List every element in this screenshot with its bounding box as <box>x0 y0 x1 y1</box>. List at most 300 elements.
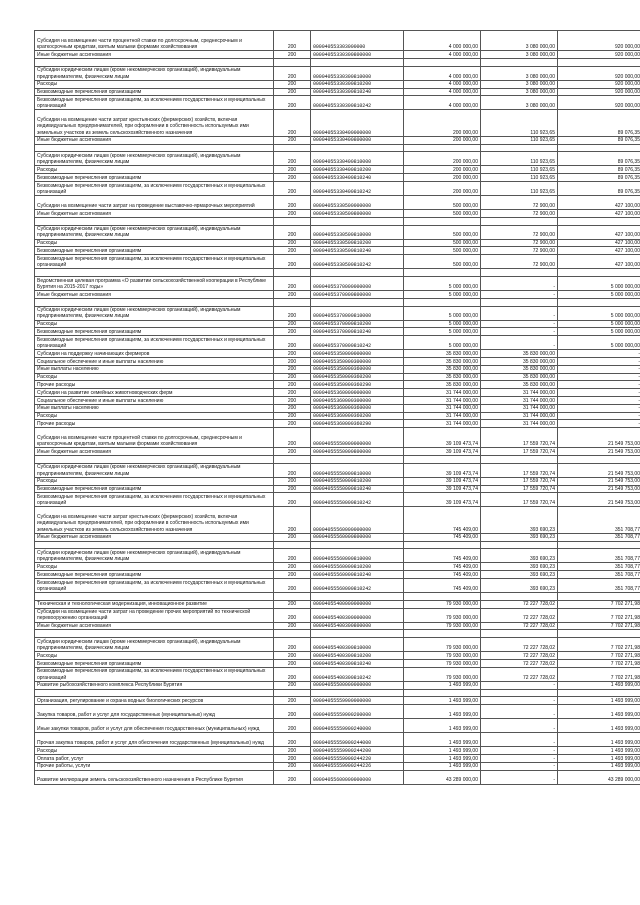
row-name: Субсидии на возмещение части затрат на проведение выставочно-ярмарочных мероприятий <box>35 195 274 209</box>
table-row <box>35 166 640 174</box>
table-row <box>35 541 640 549</box>
row-line-code: 200 <box>274 51 311 59</box>
table-row <box>35 571 640 579</box>
row-assigned-amount: 745 409,00 <box>404 571 481 579</box>
row-budget-code: 00004055350000360000 <box>311 365 404 373</box>
row-name: Субсидии на возмещение части затрат крестьянских (фермерских) хозяйств, включая индивидуальных предпринимателей, при оформлении в собственность используемых ими земельных участков из земель сельскохозяйственного назначения <box>35 110 274 136</box>
table-row <box>35 209 640 217</box>
row-budget-code <box>311 689 404 697</box>
row-assigned-amount: 43 289 000,00 <box>404 770 481 784</box>
row-assigned-amount: 200 000,00 <box>404 174 481 182</box>
row-assigned-amount: 745 409,00 <box>404 507 481 533</box>
row-budget-code: 00004055330500800000 <box>311 209 404 217</box>
row-line-code: 200 <box>274 306 311 320</box>
row-budget-code: 00004055500000000000 <box>311 681 404 689</box>
row-budget-code: 00004055370000810200 <box>311 320 404 328</box>
row-name: Расходы <box>35 239 274 247</box>
row-name: Субсидии юридическим лицам (кроме некоммерческих организаций), индивидуальным предпринимателям, физическим лицам <box>35 549 274 563</box>
row-unexecuted-amount: 21 549 753,00 <box>558 448 640 456</box>
table-row <box>35 579 640 593</box>
row-unexecuted-amount: 21 549 753,00 <box>558 493 640 507</box>
row-executed-amount: 17 559 720,74 <box>481 485 558 493</box>
row-executed-amount: 110 923,65 <box>481 110 558 136</box>
table-row <box>35 630 640 638</box>
row-unexecuted-amount: 920 000,00 <box>558 31 640 51</box>
table-row <box>35 396 640 404</box>
row-assigned-amount <box>404 58 481 66</box>
row-budget-code: 00004055370000000000 <box>311 276 404 290</box>
table-row <box>35 247 640 255</box>
row-name: Развитие мелиорации земель сельскохозяйственного назначения в Республике Бурятия <box>35 770 274 784</box>
row-assigned-amount <box>404 630 481 638</box>
row-executed-amount: 72 227 728,02 <box>481 638 558 652</box>
row-executed-amount: 3 080 000,00 <box>481 31 558 51</box>
row-budget-code <box>311 593 404 601</box>
row-line-code: 200 <box>274 174 311 182</box>
row-name: Расходы <box>35 563 274 571</box>
row-budget-code: 00004055330500810000 <box>311 225 404 239</box>
row-assigned-amount: 5 000 000,00 <box>404 306 481 320</box>
row-name: Развитие рыбохозяйственного комплекса Республики Бурятия <box>35 681 274 689</box>
table-row <box>35 152 640 166</box>
row-executed-amount: - <box>481 755 558 763</box>
row-budget-code: 00004055330400810200 <box>311 166 404 174</box>
row-unexecuted-amount: - <box>558 365 640 373</box>
row-budget-code: 000040553303000000 <box>311 31 404 51</box>
row-unexecuted-amount: 7 702 271,98 <box>558 608 640 622</box>
table-row <box>35 477 640 485</box>
row-executed-amount: - <box>481 770 558 784</box>
row-line-code: 200 <box>274 485 311 493</box>
row-unexecuted-amount: 89 076,35 <box>558 136 640 144</box>
row-unexecuted-amount: 5 000 000,00 <box>558 336 640 350</box>
row-executed-amount: 3 080 000,00 <box>481 51 558 59</box>
table-row <box>35 660 640 668</box>
row-unexecuted-amount: 1 493 999,00 <box>558 705 640 719</box>
row-line-code: 200 <box>274 328 311 336</box>
row-budget-code: 00004055330400000000 <box>311 110 404 136</box>
table-row <box>35 336 640 350</box>
row-unexecuted-amount: 7 702 271,98 <box>558 652 640 660</box>
row-executed-amount: 17 559 720,74 <box>481 463 558 477</box>
row-executed-amount: 31 744 000,00 <box>481 396 558 404</box>
row-assigned-amount: 39 109 473,74 <box>404 477 481 485</box>
row-executed-amount: 110 923,65 <box>481 181 558 195</box>
table-row <box>35 463 640 477</box>
row-name: Субсидия на возмещение части процентной ставки по долгосрочным, среднесрочным и краткосрочным кредитам, взятым малыми формами хозяйствования <box>35 31 274 51</box>
row-executed-amount: - <box>481 762 558 770</box>
row-assigned-amount <box>404 456 481 464</box>
table-row <box>35 181 640 195</box>
row-assigned-amount: 745 409,00 <box>404 549 481 563</box>
row-assigned-amount: 39 109 473,74 <box>404 493 481 507</box>
table-row <box>35 563 640 571</box>
row-executed-amount: 72 900,00 <box>481 247 558 255</box>
table-row <box>35 747 640 755</box>
table-row <box>35 428 640 448</box>
row-name <box>35 58 274 66</box>
row-line-code: 200 <box>274 412 311 420</box>
table-row <box>35 66 640 80</box>
row-line-code <box>274 298 311 306</box>
row-unexecuted-amount: 1 493 999,00 <box>558 733 640 747</box>
row-line-code: 200 <box>274 365 311 373</box>
row-assigned-amount: 31 744 000,00 <box>404 412 481 420</box>
row-assigned-amount: 35 830 000,00 <box>404 350 481 358</box>
row-executed-amount: - <box>481 747 558 755</box>
table-row <box>35 357 640 365</box>
row-unexecuted-amount: 351 708,77 <box>558 563 640 571</box>
row-budget-code <box>311 298 404 306</box>
row-executed-amount: 72 900,00 <box>481 225 558 239</box>
row-budget-code: 00004055330400800000 <box>311 136 404 144</box>
row-assigned-amount <box>404 541 481 549</box>
row-name: Иные бюджетные ассигнования <box>35 136 274 144</box>
row-unexecuted-amount: 5 000 000,00 <box>558 306 640 320</box>
row-unexecuted-amount: 427 100,00 <box>558 195 640 209</box>
row-budget-code: 00004055550000810000 <box>311 463 404 477</box>
row-executed-amount: 35 830 000,00 <box>481 365 558 373</box>
row-executed-amount: 72 900,00 <box>481 255 558 269</box>
table-row <box>35 174 640 182</box>
table-row <box>35 507 640 533</box>
row-executed-amount: 17 559 720,74 <box>481 477 558 485</box>
row-executed-amount <box>481 593 558 601</box>
row-line-code: 200 <box>274 389 311 397</box>
row-budget-code: 00004055550000810240 <box>311 485 404 493</box>
row-budget-code: 00004055400000000000 <box>311 600 404 608</box>
row-line-code: 200 <box>274 507 311 533</box>
row-unexecuted-amount: 351 708,77 <box>558 507 640 533</box>
row-assigned-amount: 500 000,00 <box>404 225 481 239</box>
row-line-code: 200 <box>274 420 311 428</box>
row-assigned-amount: 4 000 000,00 <box>404 80 481 88</box>
row-assigned-amount: 35 830 000,00 <box>404 365 481 373</box>
row-assigned-amount <box>404 269 481 277</box>
row-budget-code <box>311 541 404 549</box>
row-assigned-amount: 79 930 000,00 <box>404 622 481 630</box>
row-assigned-amount: 745 409,00 <box>404 579 481 593</box>
row-budget-code: 00004055350000360290 <box>311 381 404 389</box>
row-name: Расходы <box>35 747 274 755</box>
row-executed-amount: 393 690,23 <box>481 507 558 533</box>
row-line-code: 200 <box>274 320 311 328</box>
row-executed-amount: 72 227 728,02 <box>481 667 558 681</box>
row-name: Безвозмездные перечисления организациям, за исключением государственных и муниципальных организаций <box>35 181 274 195</box>
row-name: Субсидии юридическим лицам (кроме некоммерческих организаций), индивидуальным предпринимателям, физическим лицам <box>35 225 274 239</box>
row-unexecuted-amount: 920 000,00 <box>558 51 640 59</box>
row-executed-amount: 393 690,23 <box>481 549 558 563</box>
table-row <box>35 381 640 389</box>
row-unexecuted-amount: 351 708,77 <box>558 579 640 593</box>
row-assigned-amount: 1 493 999,00 <box>404 733 481 747</box>
row-line-code: 200 <box>274 80 311 88</box>
row-assigned-amount: 79 930 000,00 <box>404 638 481 652</box>
row-line-code: 200 <box>274 110 311 136</box>
row-budget-code: 00004055550000000000 <box>311 428 404 448</box>
row-budget-code: 00004055330500000000 <box>311 195 404 209</box>
row-unexecuted-amount: 7 702 271,98 <box>558 660 640 668</box>
row-budget-code: 00004055400300810000 <box>311 638 404 652</box>
row-budget-code: 00004055330500810240 <box>311 247 404 255</box>
row-executed-amount: 3 080 000,00 <box>481 96 558 110</box>
table-row <box>35 58 640 66</box>
row-name: Безвозмездные перечисления организациям <box>35 88 274 96</box>
row-budget-code: 00004055360000360290 <box>311 420 404 428</box>
row-budget-code: 00004055559900200000 <box>311 705 404 719</box>
row-assigned-amount: 35 830 000,00 <box>404 357 481 365</box>
row-name: Субсидии на развитие семейных животноводческих ферм <box>35 389 274 397</box>
row-budget-code <box>311 456 404 464</box>
row-budget-code: 00004055360000360200 <box>311 412 404 420</box>
row-budget-code: 00004055350000300000 <box>311 357 404 365</box>
row-line-code <box>274 593 311 601</box>
row-unexecuted-amount: 1 493 999,00 <box>558 762 640 770</box>
table-row <box>35 306 640 320</box>
row-budget-code: 00004055550000810200 <box>311 477 404 485</box>
row-name <box>35 217 274 225</box>
row-executed-amount: 35 830 000,00 <box>481 350 558 358</box>
row-executed-amount: 393 690,23 <box>481 579 558 593</box>
table-row <box>35 485 640 493</box>
row-executed-amount: - <box>481 681 558 689</box>
table-row <box>35 51 640 59</box>
row-assigned-amount: 1 493 999,00 <box>404 697 481 705</box>
report-page <box>34 30 640 785</box>
row-unexecuted-amount: 89 076,35 <box>558 152 640 166</box>
row-assigned-amount: 39 109 473,74 <box>404 485 481 493</box>
row-name: Иные бюджетные ассигнования <box>35 448 274 456</box>
row-executed-amount: 17 559 720,74 <box>481 493 558 507</box>
row-unexecuted-amount: 21 549 753,00 <box>558 485 640 493</box>
row-executed-amount: - <box>481 697 558 705</box>
row-assigned-amount: 79 930 000,00 <box>404 667 481 681</box>
row-executed-amount: 72 227 728,02 <box>481 608 558 622</box>
row-line-code: 200 <box>274 88 311 96</box>
table-row <box>35 733 640 747</box>
row-line-code: 200 <box>274 622 311 630</box>
row-executed-amount: 35 830 000,00 <box>481 357 558 365</box>
row-line-code: 200 <box>274 681 311 689</box>
row-unexecuted-amount: 5 000 000,00 <box>558 320 640 328</box>
row-name: Иные бюджетные ассигнования <box>35 290 274 298</box>
table-row <box>35 593 640 601</box>
row-budget-code: 00004055330500810242 <box>311 255 404 269</box>
table-row <box>35 608 640 622</box>
row-line-code <box>274 217 311 225</box>
row-budget-code: 00004055330300810240 <box>311 88 404 96</box>
table-row <box>35 276 640 290</box>
row-unexecuted-amount: 1 493 999,00 <box>558 681 640 689</box>
row-budget-code: 00004055360000000000 <box>311 389 404 397</box>
table-row <box>35 638 640 652</box>
row-unexecuted-amount: 1 493 999,00 <box>558 697 640 705</box>
table-row <box>35 350 640 358</box>
row-line-code: 200 <box>274 290 311 298</box>
row-name <box>35 593 274 601</box>
row-unexecuted-amount: 920 000,00 <box>558 80 640 88</box>
row-line-code: 200 <box>274 600 311 608</box>
row-name: Безвозмездные перечисления организациям, за исключением государственных и муниципальных организаций <box>35 96 274 110</box>
row-name: Безвозмездные перечисления организациям <box>35 328 274 336</box>
row-unexecuted-amount: 21 549 753,00 <box>558 463 640 477</box>
row-unexecuted-amount <box>558 456 640 464</box>
row-line-code: 200 <box>274 96 311 110</box>
row-unexecuted-amount: 427 100,00 <box>558 255 640 269</box>
row-line-code: 200 <box>274 136 311 144</box>
row-executed-amount: 393 690,23 <box>481 571 558 579</box>
row-executed-amount: 31 744 000,00 <box>481 412 558 420</box>
row-unexecuted-amount <box>558 593 640 601</box>
row-line-code: 200 <box>274 428 311 448</box>
row-assigned-amount: 500 000,00 <box>404 255 481 269</box>
row-name: Безвозмездные перечисления организациям <box>35 485 274 493</box>
table-row <box>35 225 640 239</box>
row-executed-amount: 35 830 000,00 <box>481 381 558 389</box>
row-name: Субсидии юридическим лицам (кроме некоммерческих организаций), индивидуальным предпринимателям, физическим лицам <box>35 638 274 652</box>
row-name: Иные бюджетные ассигнования <box>35 51 274 59</box>
row-line-code: 200 <box>274 755 311 763</box>
table-row <box>35 549 640 563</box>
row-line-code: 200 <box>274 533 311 541</box>
row-unexecuted-amount <box>558 541 640 549</box>
row-name: Иные выплаты населению <box>35 404 274 412</box>
table-row <box>35 255 640 269</box>
table-row <box>35 31 640 51</box>
row-executed-amount: 110 923,65 <box>481 174 558 182</box>
table-row <box>35 493 640 507</box>
table-row <box>35 533 640 541</box>
row-executed-amount: 72 900,00 <box>481 239 558 247</box>
row-line-code: 200 <box>274 608 311 622</box>
row-line-code: 200 <box>274 579 311 593</box>
table-row <box>35 365 640 373</box>
row-name: Социальное обеспечение и иные выплаты населению <box>35 396 274 404</box>
row-name: Субсидии на поддержку начинающих фермеров <box>35 350 274 358</box>
row-unexecuted-amount: 427 100,00 <box>558 225 640 239</box>
row-assigned-amount: 79 930 000,00 <box>404 608 481 622</box>
row-executed-amount: 31 744 000,00 <box>481 404 558 412</box>
row-budget-code: 00004055350000360200 <box>311 373 404 381</box>
table-body <box>35 31 640 785</box>
row-name: Закупка товаров, работ и услуг для государственных (муниципальных) нужд <box>35 705 274 719</box>
row-executed-amount: - <box>481 290 558 298</box>
row-name: Безвозмездные перечисления организациям, за исключением государственных и муниципальных организаций <box>35 336 274 350</box>
row-line-code: 200 <box>274 571 311 579</box>
row-name: Субсидии на возмещение части затрат на проведение прочих мероприятий по технической перевооружению организаций <box>35 608 274 622</box>
row-name: Ведомственная целевая программа «О развитии сельскохозяйственной кооперации в Республике Бурятия на 2015-2017 годы» <box>35 276 274 290</box>
row-budget-code: 00004055550000810242 <box>311 493 404 507</box>
row-unexecuted-amount: 351 708,77 <box>558 571 640 579</box>
row-budget-code <box>311 269 404 277</box>
row-assigned-amount: 4 000 000,00 <box>404 66 481 80</box>
row-assigned-amount: 200 000,00 <box>404 136 481 144</box>
row-budget-code: 00004055600000000000 <box>311 770 404 784</box>
row-line-code: 200 <box>274 448 311 456</box>
row-unexecuted-amount: 7 702 271,98 <box>558 600 640 608</box>
table-row <box>35 404 640 412</box>
row-budget-code: 00004055370000810242 <box>311 336 404 350</box>
row-name <box>35 630 274 638</box>
row-name: Субсидии юридическим лицам (кроме некоммерческих организаций), индивидуальным предпринимателям, физическим лицам <box>35 152 274 166</box>
row-assigned-amount: 35 830 000,00 <box>404 381 481 389</box>
row-assigned-amount: 1 493 999,00 <box>404 762 481 770</box>
row-name: Прочая закупка товаров, работ и услуг для обеспечения государственных (муниципальных) нужд <box>35 733 274 747</box>
table-row <box>35 667 640 681</box>
row-unexecuted-amount: 89 076,35 <box>558 174 640 182</box>
row-executed-amount: - <box>481 306 558 320</box>
row-assigned-amount: 5 000 000,00 <box>404 276 481 290</box>
row-name: Организация, регулирование и охрана водных биологических ресурсов <box>35 697 274 705</box>
row-line-code: 200 <box>274 350 311 358</box>
row-budget-code: 00004055370000800000 <box>311 290 404 298</box>
row-line-code: 200 <box>274 357 311 365</box>
table-row <box>35 88 640 96</box>
row-executed-amount <box>481 58 558 66</box>
table-row <box>35 96 640 110</box>
row-unexecuted-amount: - <box>558 396 640 404</box>
table-row <box>35 217 640 225</box>
row-unexecuted-amount: 7 702 271,98 <box>558 622 640 630</box>
row-line-code: 200 <box>274 404 311 412</box>
table-row <box>35 328 640 336</box>
row-budget-code: 00004055350000000000 <box>311 350 404 358</box>
row-name: Иные закупки товаров, работ и услуг для обеспечения государственных (муниципальных) нужд <box>35 719 274 733</box>
row-assigned-amount <box>404 593 481 601</box>
row-unexecuted-amount: 351 708,77 <box>558 533 640 541</box>
row-unexecuted-amount: 5 000 000,00 <box>558 328 640 336</box>
row-assigned-amount <box>404 689 481 697</box>
row-unexecuted-amount <box>558 630 640 638</box>
row-name <box>35 269 274 277</box>
row-executed-amount: - <box>481 336 558 350</box>
row-executed-amount: - <box>481 733 558 747</box>
row-name: Расходы <box>35 320 274 328</box>
row-budget-code: 00004055560000810240 <box>311 571 404 579</box>
row-assigned-amount: 5 000 000,00 <box>404 336 481 350</box>
row-budget-code: 00004055330300810000 <box>311 66 404 80</box>
table-row <box>35 762 640 770</box>
row-line-code: 200 <box>274 66 311 80</box>
row-unexecuted-amount: 5 000 000,00 <box>558 276 640 290</box>
row-assigned-amount <box>404 144 481 152</box>
table-row <box>35 689 640 697</box>
row-budget-code <box>311 217 404 225</box>
row-assigned-amount: 35 830 000,00 <box>404 373 481 381</box>
row-assigned-amount: 4 000 000,00 <box>404 31 481 51</box>
row-line-code: 200 <box>274 697 311 705</box>
row-assigned-amount: 79 930 000,00 <box>404 600 481 608</box>
row-budget-code: 00004055330300810200 <box>311 80 404 88</box>
row-executed-amount: 3 080 000,00 <box>481 66 558 80</box>
row-executed-amount: 72 900,00 <box>481 209 558 217</box>
row-name: Оплата работ, услуг <box>35 755 274 763</box>
row-line-code: 200 <box>274 733 311 747</box>
row-budget-code: 00004055400300800000 <box>311 622 404 630</box>
table-row <box>35 622 640 630</box>
row-assigned-amount: 4 000 000,00 <box>404 51 481 59</box>
row-assigned-amount: 31 744 000,00 <box>404 389 481 397</box>
row-line-code <box>274 630 311 638</box>
table-row <box>35 136 640 144</box>
row-assigned-amount: 1 493 999,00 <box>404 681 481 689</box>
row-executed-amount <box>481 456 558 464</box>
row-line-code <box>274 269 311 277</box>
row-line-code: 200 <box>274 276 311 290</box>
row-budget-code: 00004055360000300000 <box>311 396 404 404</box>
row-line-code: 200 <box>274 652 311 660</box>
row-name: Безвозмездные перечисления организациям <box>35 174 274 182</box>
